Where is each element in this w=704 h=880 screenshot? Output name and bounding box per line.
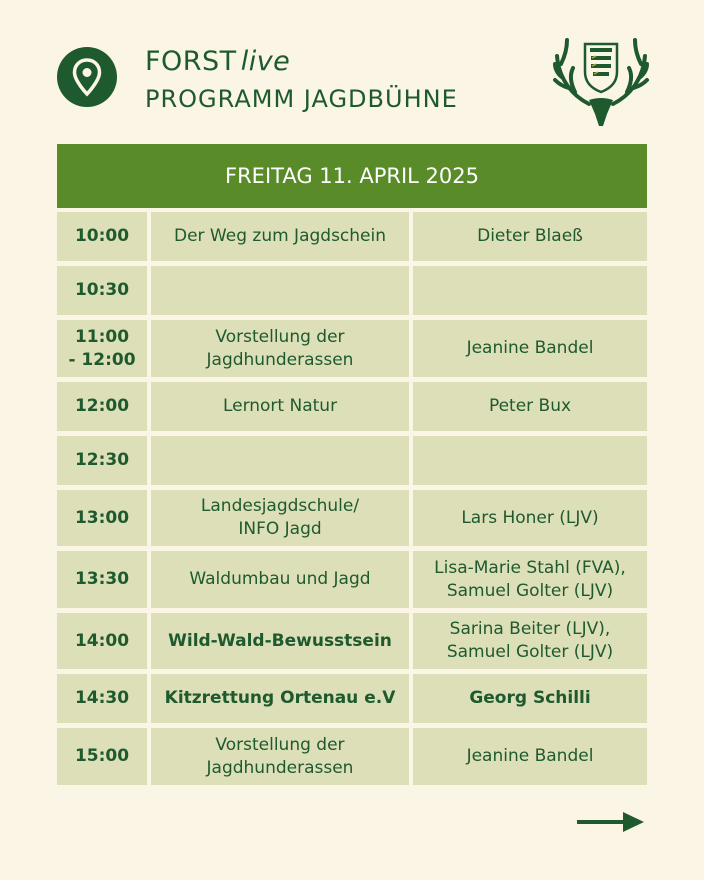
speaker-cell: Sarina Beiter (LJV), Samuel Golter (LJV) bbox=[413, 613, 647, 669]
time-cell: 14:00 bbox=[57, 613, 147, 669]
table-row bbox=[57, 382, 647, 431]
title-cell: Landesjagdschule/ INFO Jagd bbox=[151, 490, 409, 546]
speaker-cell: Jeanine Bandel bbox=[413, 320, 647, 377]
speaker-cell bbox=[413, 266, 647, 315]
title-cell: Lernort Natur bbox=[151, 382, 409, 431]
time-cell: 14:30 bbox=[57, 674, 147, 723]
title-cell: Kitzrettung Ortenau e.V bbox=[151, 674, 409, 723]
day-header: FREITAG 11. APRIL 2025 bbox=[57, 144, 647, 208]
time-cell: 11:00 - 12:00 bbox=[57, 320, 147, 377]
page-subtitle: PROGRAMM JAGDBÜHNE bbox=[145, 85, 458, 113]
speaker-cell: Peter Bux bbox=[413, 382, 647, 431]
table-row bbox=[57, 320, 647, 377]
table-row bbox=[57, 551, 647, 608]
schedule-table bbox=[57, 144, 647, 790]
brand-main: FORST bbox=[145, 46, 237, 77]
speaker-cell: Lisa-Marie Stahl (FVA), Samuel Golter (LJV) bbox=[413, 551, 647, 608]
time-cell: 13:00 bbox=[57, 490, 147, 546]
title-cell bbox=[151, 266, 409, 315]
brand-title bbox=[145, 46, 290, 78]
location-pin-icon bbox=[57, 47, 117, 107]
table-row bbox=[57, 490, 647, 546]
speaker-cell: Dieter Blaeß bbox=[413, 212, 647, 261]
speaker-cell: Georg Schilli bbox=[413, 674, 647, 723]
time-cell: 13:30 bbox=[57, 551, 147, 608]
title-cell: Der Weg zum Jagdschein bbox=[151, 212, 409, 261]
time-cell: 10:30 bbox=[57, 266, 147, 315]
table-row bbox=[57, 674, 647, 723]
table-row bbox=[57, 266, 647, 315]
table-row bbox=[57, 613, 647, 669]
title-cell: Vorstellung der Jagdhunderassen bbox=[151, 728, 409, 785]
brand-live: live bbox=[240, 46, 291, 77]
antler-crest-icon bbox=[553, 34, 649, 128]
title-cell: Wild-Wald-Bewusstsein bbox=[151, 613, 409, 669]
table-row bbox=[57, 436, 647, 485]
table-row bbox=[57, 728, 647, 785]
speaker-cell bbox=[413, 436, 647, 485]
arrow-right-icon[interactable] bbox=[577, 810, 645, 834]
time-cell: 15:00 bbox=[57, 728, 147, 785]
time-cell: 12:30 bbox=[57, 436, 147, 485]
time-cell: 10:00 bbox=[57, 212, 147, 261]
speaker-cell: Lars Honer (LJV) bbox=[413, 490, 647, 546]
title-cell: Vorstellung der Jagdhunderassen bbox=[151, 320, 409, 377]
title-cell: Waldumbau und Jagd bbox=[151, 551, 409, 608]
time-cell: 12:00 bbox=[57, 382, 147, 431]
table-row bbox=[57, 212, 647, 261]
speaker-cell: Jeanine Bandel bbox=[413, 728, 647, 785]
title-cell bbox=[151, 436, 409, 485]
